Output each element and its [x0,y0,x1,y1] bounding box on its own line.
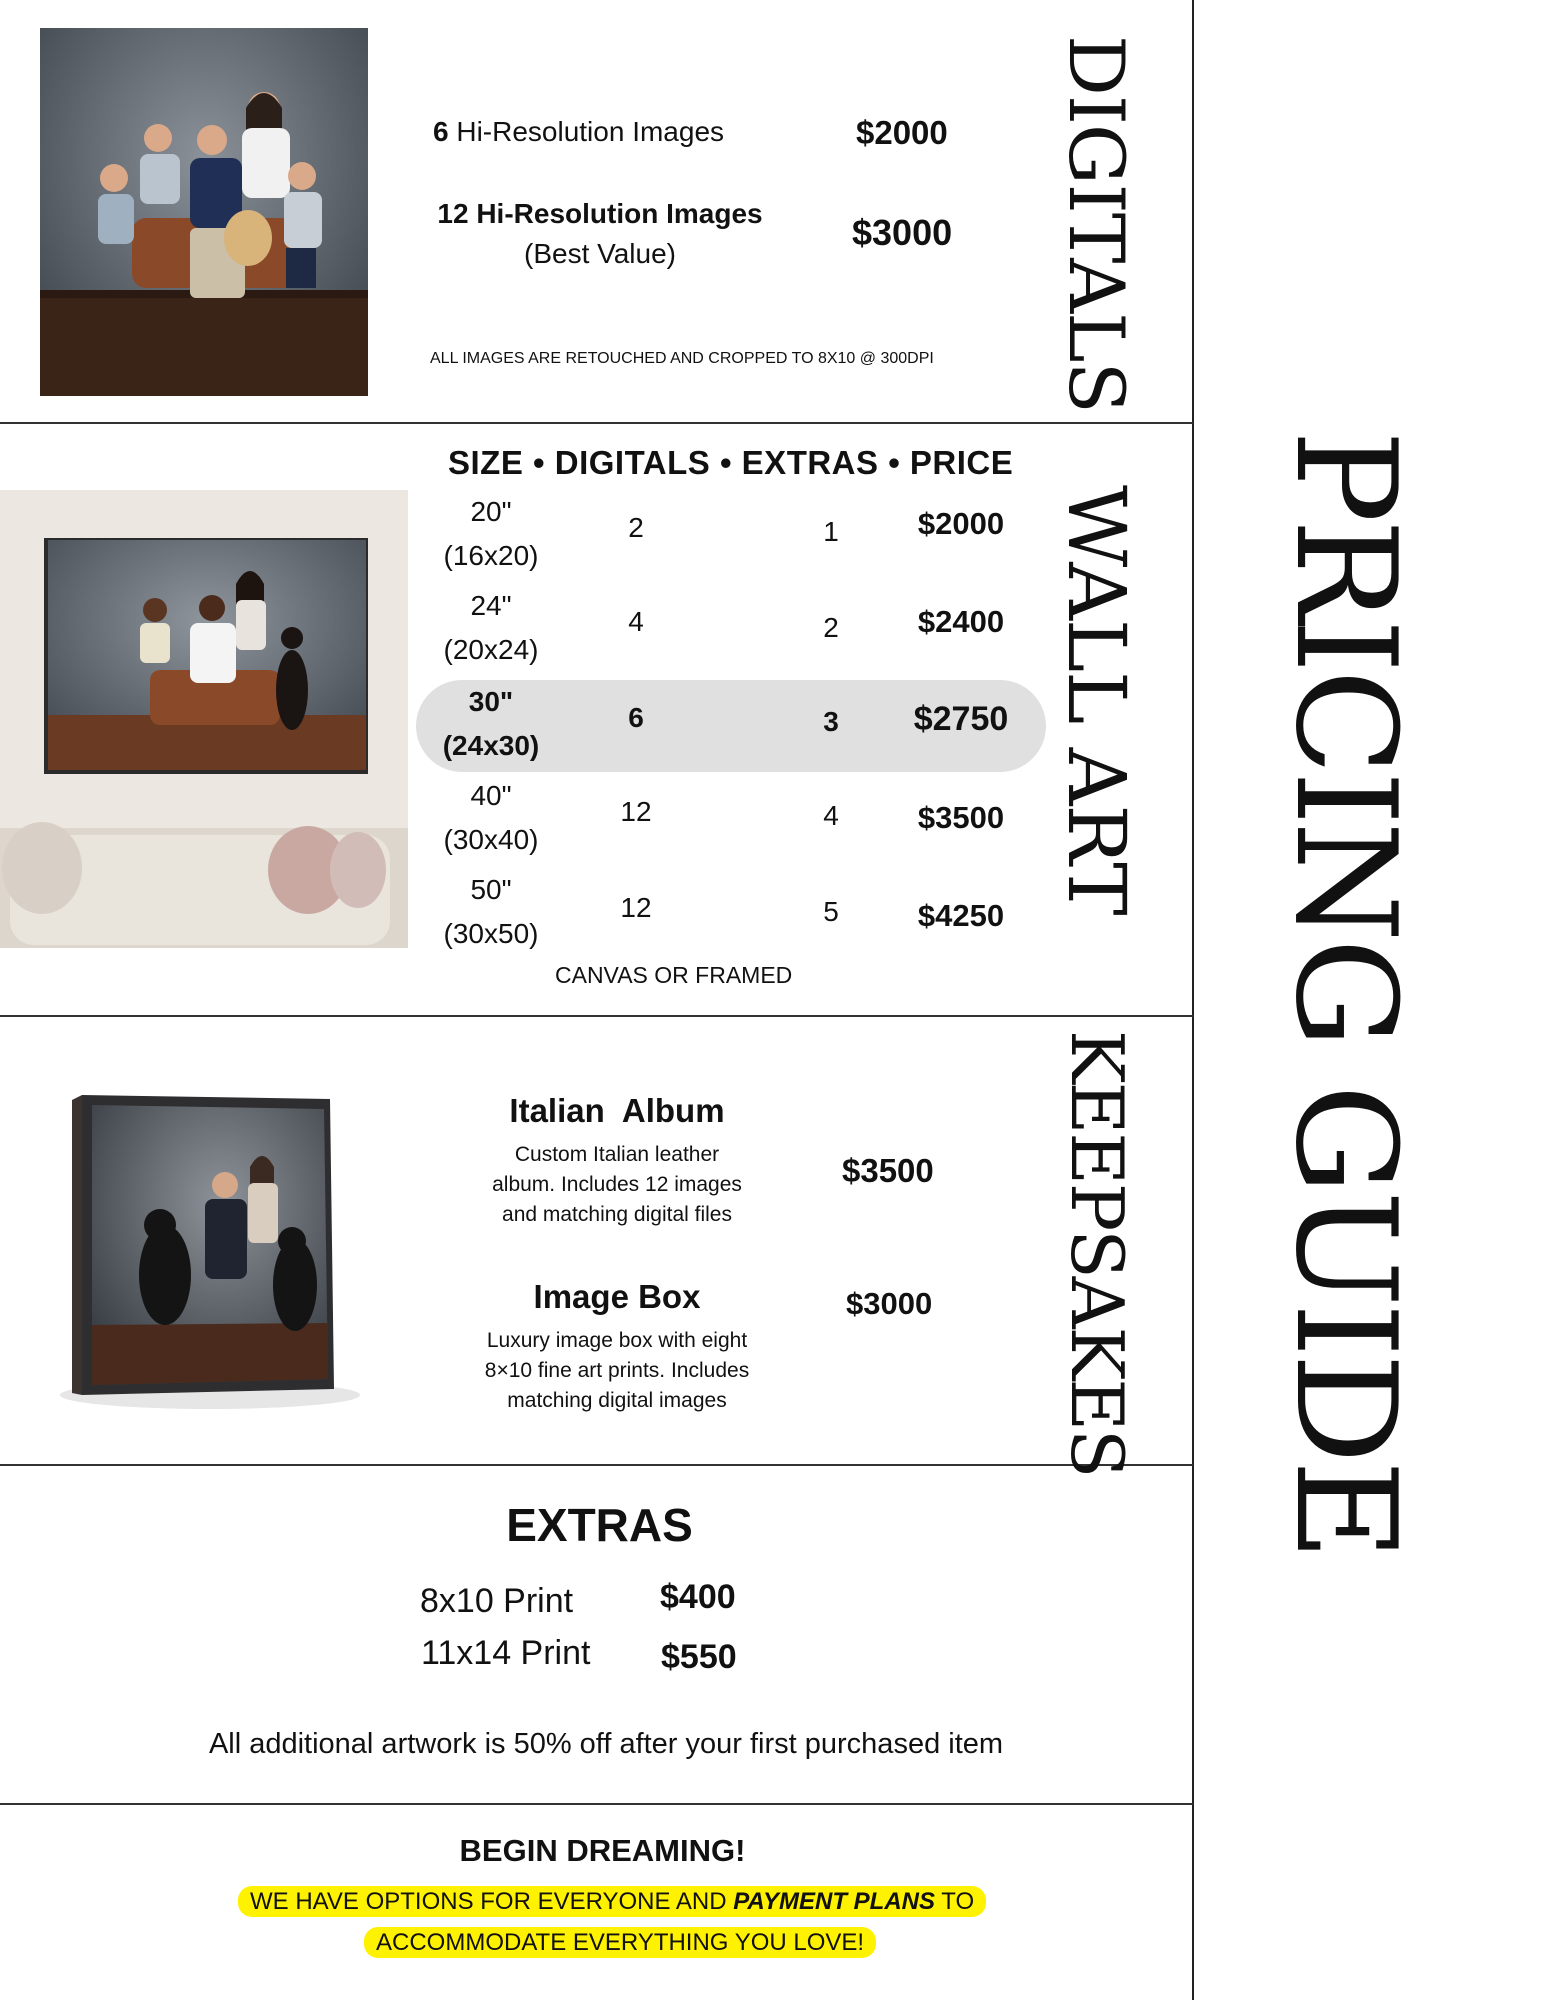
image-box-price: $3000 [846,1286,933,1321]
album-name: Italian Album [509,1092,725,1129]
wall-art-price: $2750 [913,700,1009,738]
wall-art-size: 24" (20x24) [443,590,539,665]
digitals-title: DIGITALS [1052,35,1141,413]
wall-art-price: $4250 [917,898,1005,933]
extras-discount-note: All additional artwork is 50% off after your first purchased item [208,1728,1004,1760]
wall-art-extras: 3 [823,706,839,737]
wall-art-price: $2400 [917,604,1005,639]
wall-art-size: 20" (16x20) [443,496,539,571]
wall-art-title: WALL ART [1050,485,1143,915]
wall-art-digitals: 4 [628,606,644,637]
extras-title: EXTRAS [506,1499,693,1551]
album-photo [0,1055,410,1435]
vertical-divider [1192,0,1194,2000]
extras-item-label: 8x10 Print [420,1582,574,1620]
album-description: Custom Italian leather album. Includes 12 images and matching digital files [492,1143,742,1226]
cta-line-1 [238,1885,986,1919]
section-divider-2 [0,1015,1193,1017]
wall-art-size: 50" (30x50) [443,874,539,949]
family-photo-digitals [40,28,368,396]
wall-art-table-header: SIZE • DIGITALS • EXTRAS • PRICE [448,444,1014,481]
wall-art-digitals: 6 [628,702,644,733]
digitals-package-1-price: $2000 [856,114,948,151]
album-price: $3500 [842,1152,934,1189]
wall-art-room-photo [0,490,408,948]
digitals-package-1 [433,116,724,148]
wall-art-row-highlighted [416,680,1046,772]
digitals-package-2-price: $3000 [852,212,953,253]
wall-art-digitals: 2 [628,512,644,543]
digitals-footnote: ALL IMAGES ARE RETOUCHED AND CROPPED TO 8X10 @ 300DPI [430,350,934,367]
wall-art-extras: 5 [823,896,839,927]
wall-art-size: 30" (24x30) [442,686,540,761]
wall-art-row [416,584,1046,676]
wall-art-note: CANVAS OR FRAMED [555,962,793,988]
cta-highlight-1: WE HAVE OPTIONS FOR EVERYONE AND PAYMENT PLANS TO [238,1886,986,1917]
section-divider-1 [0,422,1193,424]
wall-art-price: $2000 [917,506,1005,541]
image-box-description: Luxury image box with eight 8×10 fine art prints. Includes matching digital images [484,1329,750,1412]
extras-item-price: $400 [660,1578,736,1616]
image-box-name: Image Box [533,1278,701,1315]
keepsakes-title: KEEPSAKES [1055,1030,1139,1477]
digitals-package-2-label: 12 Hi-Resolution Images [437,198,763,229]
wall-art-extras: 2 [823,612,839,643]
wall-art-extras: 4 [823,800,839,831]
section-divider-4 [0,1803,1193,1805]
wall-art-size: 40" (30x40) [443,780,539,855]
wall-art-digitals: 12 [620,892,652,923]
wall-art-extras: 1 [823,516,839,547]
section-divider-3 [0,1464,1193,1466]
pricing-guide-title: PRICING GUIDE [1265,430,1426,1557]
wall-art-row [416,868,1046,960]
cta-highlight-2: ACCOMMODATE EVERYTHING YOU LOVE! [364,1927,876,1958]
wall-art-digitals: 12 [620,796,652,827]
extras-item-price: $550 [661,1638,737,1676]
wall-art-row [416,490,1046,582]
digitals-package-1-label: Hi-Resolution Images [448,116,725,147]
digitals-package-1-count: 6 [433,116,449,147]
cta-title: BEGIN DREAMING! [459,1833,746,1868]
wall-art-row [416,774,1046,866]
wall-art-price: $3500 [917,800,1005,835]
extras-item-label: 11x14 Print [421,1634,591,1672]
cta-line-2 [364,1926,876,1960]
digitals-package-2-note: (Best Value) [524,238,676,269]
